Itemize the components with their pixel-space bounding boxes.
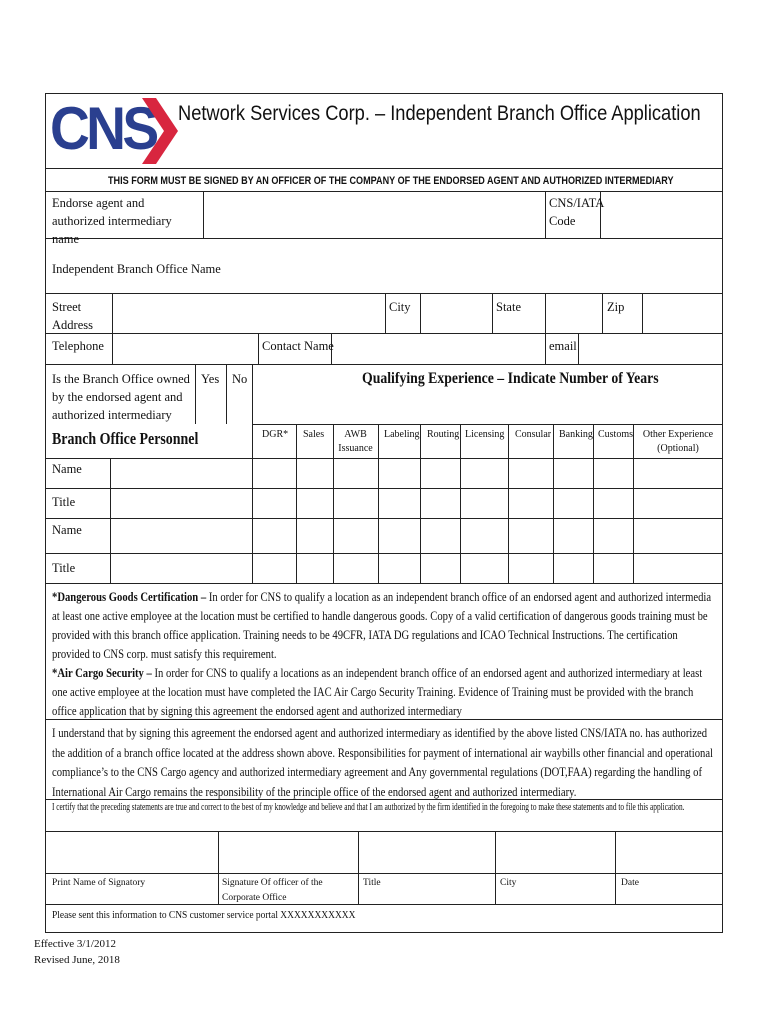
street-address-label: Street Address bbox=[52, 300, 93, 332]
column-header: Sales bbox=[303, 429, 325, 440]
zip-input[interactable] bbox=[643, 294, 721, 332]
state-label: State bbox=[496, 300, 521, 314]
endorse-agent-label: Endorse agent and authorized intermediary name bbox=[52, 196, 172, 246]
email-input[interactable] bbox=[579, 334, 721, 363]
date-input[interactable] bbox=[616, 832, 721, 872]
column-header: Licensing bbox=[465, 429, 505, 440]
column-header: Other Experience (Optional) bbox=[642, 429, 714, 454]
security-heading: *Air Cargo Security – bbox=[52, 666, 152, 680]
page-title: Network Services Corp. – Independent Branch Office Application bbox=[178, 102, 701, 125]
personnel-row-label: Title bbox=[52, 561, 76, 575]
branch-personnel-title: Branch Office Personnel bbox=[52, 429, 199, 448]
effective-date: Effective 3/1/2012 bbox=[34, 938, 116, 950]
telephone-input[interactable] bbox=[113, 334, 257, 363]
title-input[interactable] bbox=[359, 832, 494, 872]
date-label: Date bbox=[621, 878, 639, 888]
title-label: Title bbox=[363, 878, 381, 888]
cns-iata-code-label: CNS/IATA Code bbox=[549, 196, 604, 228]
print-name-label: Print Name of Signatory bbox=[52, 878, 146, 888]
owned-no-option[interactable]: No bbox=[232, 372, 248, 386]
must-sign-notice: THIS FORM MUST BE SIGNED BY AN OFFICER OF THE COMPANY OF THE ENDORSED AGENT AND AUTHORIZED INTERMEDIARY bbox=[108, 175, 674, 187]
contact-name-label: Contact Name bbox=[262, 339, 334, 353]
revised-date: Revised June, 2018 bbox=[34, 954, 120, 966]
column-header: Labeling bbox=[384, 429, 420, 440]
send-info-text: Please sent this information to CNS customer service portal XXXXXXXXXXX bbox=[52, 909, 356, 921]
city-signature-input[interactable] bbox=[496, 832, 614, 872]
telephone-label: Telephone bbox=[52, 339, 104, 353]
logo-text: CNS bbox=[50, 95, 156, 162]
dangerous-goods-note bbox=[52, 588, 717, 721]
dg-text: In order for CNS to qualify a location as an independent branch office of an endorsed agent and authorized intermedia at least one active employee at the location must be certified to handle dangerous goods. Copy of a valid certification of dangerous goods training must be provided with this branch office application. Training needs to be 49CFR, IATA DG regulations and ICAO Technical Instructions. The certification provided to CNS corp. must satisfy this requirement. bbox=[52, 590, 712, 661]
owned-yes-option[interactable]: Yes bbox=[201, 372, 220, 386]
zip-label: Zip bbox=[607, 300, 625, 314]
cns-iata-code-input[interactable] bbox=[601, 192, 721, 237]
column-header: AWB Issuance bbox=[338, 429, 373, 454]
certify-statement: I certify that the preceding statements are true and correct to the best of my knowledge and believe and that I am authorized by the firm identified in the foregoing to make these statements and to file this application. bbox=[52, 802, 685, 813]
signature-label: Signature Of officer of the Corporate Office bbox=[222, 878, 323, 903]
city-signature-label: City bbox=[500, 878, 517, 888]
dg-heading: *Dangerous Goods Certification – bbox=[52, 590, 207, 604]
city-label: City bbox=[389, 300, 411, 314]
qualifying-experience-title: Qualifying Experience – Indicate Number of Years bbox=[362, 370, 659, 387]
column-header: Consular bbox=[515, 429, 552, 440]
signature-input[interactable] bbox=[219, 832, 357, 872]
branch-office-name-label: Independent Branch Office Name bbox=[52, 262, 221, 276]
branch-office-name-input[interactable] bbox=[240, 240, 720, 292]
personnel-row-label: Name bbox=[52, 523, 82, 537]
print-name-input[interactable] bbox=[46, 832, 217, 872]
chevron-right-icon bbox=[142, 96, 178, 166]
personnel-row-label: Name bbox=[52, 462, 82, 476]
personnel-row-label: Title bbox=[52, 495, 76, 509]
column-header: Customs bbox=[598, 429, 634, 440]
state-input[interactable] bbox=[546, 294, 601, 332]
owned-question-label: Is the Branch Office owned by the endorsed agent and authorized intermediary bbox=[52, 372, 190, 422]
understand-statement: I understand that by signing this agreement the endorsed agent and authorized intermediary as identified by the above listed CNS/IATA no. has authorized the addition of a branch office located at the address shown above. Responsibilities for payment of international air waybills other financial and operational compliance’s to the CNS Cargo agency and authorized intermediary agreement and Any governmental regulations (DOT,FAA) regarding the handling of International Air Cargo remains the responsibility of the principle office of the endorsed agent and authorized intermediary. bbox=[52, 726, 714, 799]
column-header: Banking bbox=[559, 429, 593, 440]
city-input[interactable] bbox=[421, 294, 491, 332]
street-address-input[interactable] bbox=[113, 294, 384, 332]
security-text: In order for CNS to qualify a locations as an independent branch office of an endorsed agent and authorized intermediary at least one active employee at the location must have completed the IAC Air Cargo Security Training. Evidence of Training must be provided with the branch office application that by signing this agreement the endorsed agent and authorized intermediary bbox=[52, 666, 703, 718]
column-header: DGR* bbox=[262, 429, 289, 440]
email-label: email bbox=[549, 339, 577, 353]
cns-logo bbox=[50, 96, 178, 166]
column-header: Routing bbox=[427, 429, 460, 440]
contact-name-input[interactable] bbox=[332, 334, 544, 363]
endorse-agent-input[interactable] bbox=[204, 192, 544, 237]
